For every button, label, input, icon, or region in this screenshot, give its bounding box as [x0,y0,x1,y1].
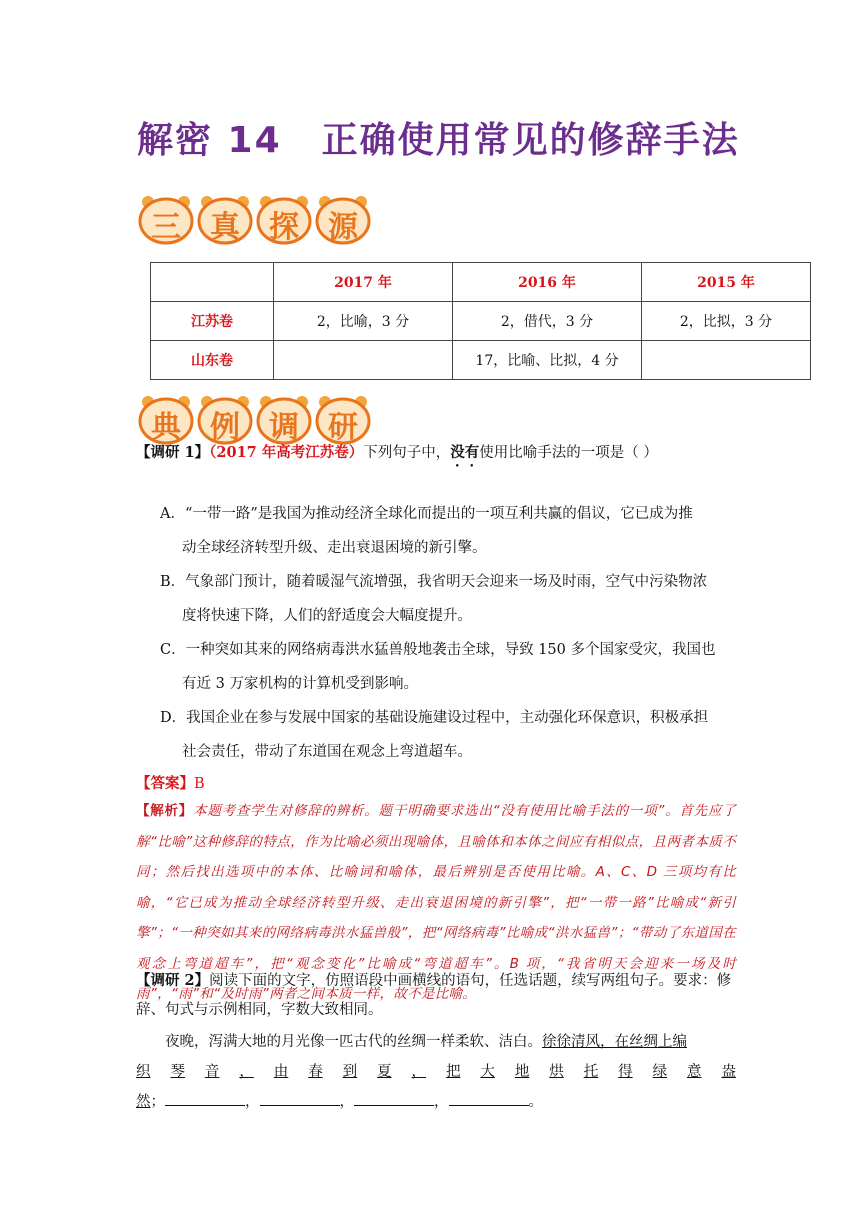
table-cell: 2，比喻，3 分 [274,302,453,341]
option-line: B．气象部门预计，随着暖湿气流增强，我省明天会迎来一场及时雨，空气中污染物浓 [160,574,708,590]
option-line: 动全球经济转型升级、走出衰退困境的新引擎。 [182,540,487,556]
stem-emphasis: 没有 [450,444,480,461]
score-table [150,262,811,380]
table-cell [642,341,811,380]
answer-tag: 【答案】 [136,775,194,792]
passage-char: 织 [136,1064,151,1080]
title-text: 正确使用常见的修辞手法 [321,120,740,161]
passage-text: 夜晚，泻满大地的月光像一匹古代的丝绸一样柔软、洁白。 [165,1034,542,1050]
answer-blank[interactable] [449,1091,529,1106]
table-cell: 17，比喻、比拟，4 分 [453,341,642,380]
table-header-cell: 2015 年 [642,263,811,302]
question-tag: 【调研 2】 [136,972,210,989]
badge-character [138,393,194,443]
passage-char: 夏 [377,1064,392,1080]
passage-char: 绿 [652,1064,668,1080]
badge-char-text: 调 [269,410,299,445]
option-line: D．我国企业在参与发展中国家的基础设施建设过程中，主动强化环保意识，积极承担 [160,710,709,726]
table-row [151,341,811,380]
stem-text: 下列句子中， [363,445,451,461]
passage-char: 烘 [549,1064,564,1080]
row-label: 江苏卷 [151,302,274,341]
passage-line-1 [136,1027,736,1057]
badge-character [256,393,312,443]
table-header-cell [151,263,274,302]
passage-line-3 [136,1087,736,1117]
passage-char: 琴 [170,1064,185,1080]
badge-char-text: 探 [269,210,299,245]
question-source: （2017 年高考江苏卷） [209,444,364,461]
passage-char: 把 [445,1064,461,1080]
option-c [160,633,740,701]
passage-char: 音 [204,1064,220,1080]
passage-char: 大 [480,1064,495,1080]
answer-blank[interactable] [165,1091,245,1106]
title-number: 解密 14 [137,120,282,161]
option-line: C．一种突如其来的网络病毒洪水猛兽般地袭击全球，导致 150 多个国家受灾，我国也 [160,642,716,658]
badge-character [315,193,371,243]
option-line: 有近 3 万家机构的计算机受到影响。 [182,676,418,692]
badge-character [315,393,371,443]
row-label: 山东卷 [151,341,274,380]
badge-character [197,393,253,443]
page-title [137,112,777,162]
table-header-cell: 2017 年 [274,263,453,302]
badge-char-text: 典 [151,410,181,445]
table-row [151,302,811,341]
badge-char-text: 源 [328,210,358,245]
answer-blank[interactable] [260,1091,340,1106]
underlined-sentence: 徐徐清风，在丝绸上编 [542,1034,687,1050]
table-header-cell: 2016 年 [453,263,642,302]
badge-character [256,193,312,243]
question-tag: 【调研 1】 [136,444,210,461]
badge-char-text: 三 [151,210,181,245]
blank-punct: ， [245,1094,260,1110]
answer-value: B [194,776,205,792]
passage-line-2 [136,1057,736,1087]
option-line: 度将快速下降，人们的舒适度会大幅度提升。 [182,608,472,624]
passage-char: 托 [583,1064,599,1080]
blank-punct: ， [339,1094,354,1110]
answer-blank[interactable] [354,1091,434,1106]
stem-text: 阅读下面的文字，仿照语段中画横线的语句，任选话题，续写两组句子。要求：修辞、句式与示例相同，字数大致相同。 [136,973,732,1018]
table-cell [274,341,453,380]
table-header-row [151,263,811,302]
passage-char: ， [411,1064,426,1080]
question-1-stem [136,441,658,470]
option-d [160,701,740,769]
analysis-tag: 【解析】 [136,803,194,819]
blank-punct: ； [150,1094,165,1110]
passage-char: 盎 [721,1064,736,1080]
badge-character [197,193,253,243]
analysis-text: 本题考查学生对修辞的辨析。题干明确要求选出“没有使用比喻手法的一项”。首先应了解“比喻”这种修辞的特点，作为比喻必须出现喻体，且喻体和本体之间应有相似点，且两者本质不同；然后找出选项中的本体、比喻词和喻体，最后辨别是否使用比喻。A、C、D 三项均有比喻，“它已成为推动全球经济转型升级、走出衰退困境的新引擎”，把“一带一路”比喻成“新引擎”；“一种突如其来的网络病毒洪水猛兽般”，把“网络病毒”比喻成“洪水猛兽”；“带动了东道国在观念上弯道超车”，把“观念变化”比喻成“弯道超车”。B 项，“我省明天会迎来一场及时雨”，“雨”和“及时雨”两者之间本质一样，故不是比喻。 [136,803,737,1002]
section-badge-sources [138,193,374,247]
passage-char: ， [239,1064,254,1080]
badge-character [138,193,194,243]
stem-text: 使用比喻手法的一项是（ ） [479,445,658,461]
underlined-sentence: 然 [136,1094,151,1110]
passage-char: 意 [687,1064,702,1080]
option-line: 社会责任，带动了东道国在观念上弯道超车。 [182,744,472,760]
blank-punct: 。 [528,1094,543,1110]
passage-char: 到 [342,1064,358,1080]
section-badge-examples [138,393,374,447]
passage-char: 地 [514,1064,530,1080]
passage-char: 得 [618,1064,633,1080]
badge-char-text: 研 [328,410,358,445]
table-cell: 2，比拟，3 分 [642,302,811,341]
option-line: A．“一带一路”是我国为推动经济全球化而提出的一项互利共赢的倡议，它已成为推 [160,506,693,522]
option-a [160,497,740,565]
badge-char-text: 例 [210,410,240,445]
question-2-passage [136,1027,736,1117]
table-cell: 2，借代，3 分 [453,302,642,341]
question-2-stem [136,966,736,1025]
badge-char-text: 真 [210,210,240,245]
passage-char: 由 [273,1064,289,1080]
passage-char: 春 [308,1064,323,1080]
option-b [160,565,740,633]
blank-punct: ， [434,1094,449,1110]
answer [136,772,205,793]
